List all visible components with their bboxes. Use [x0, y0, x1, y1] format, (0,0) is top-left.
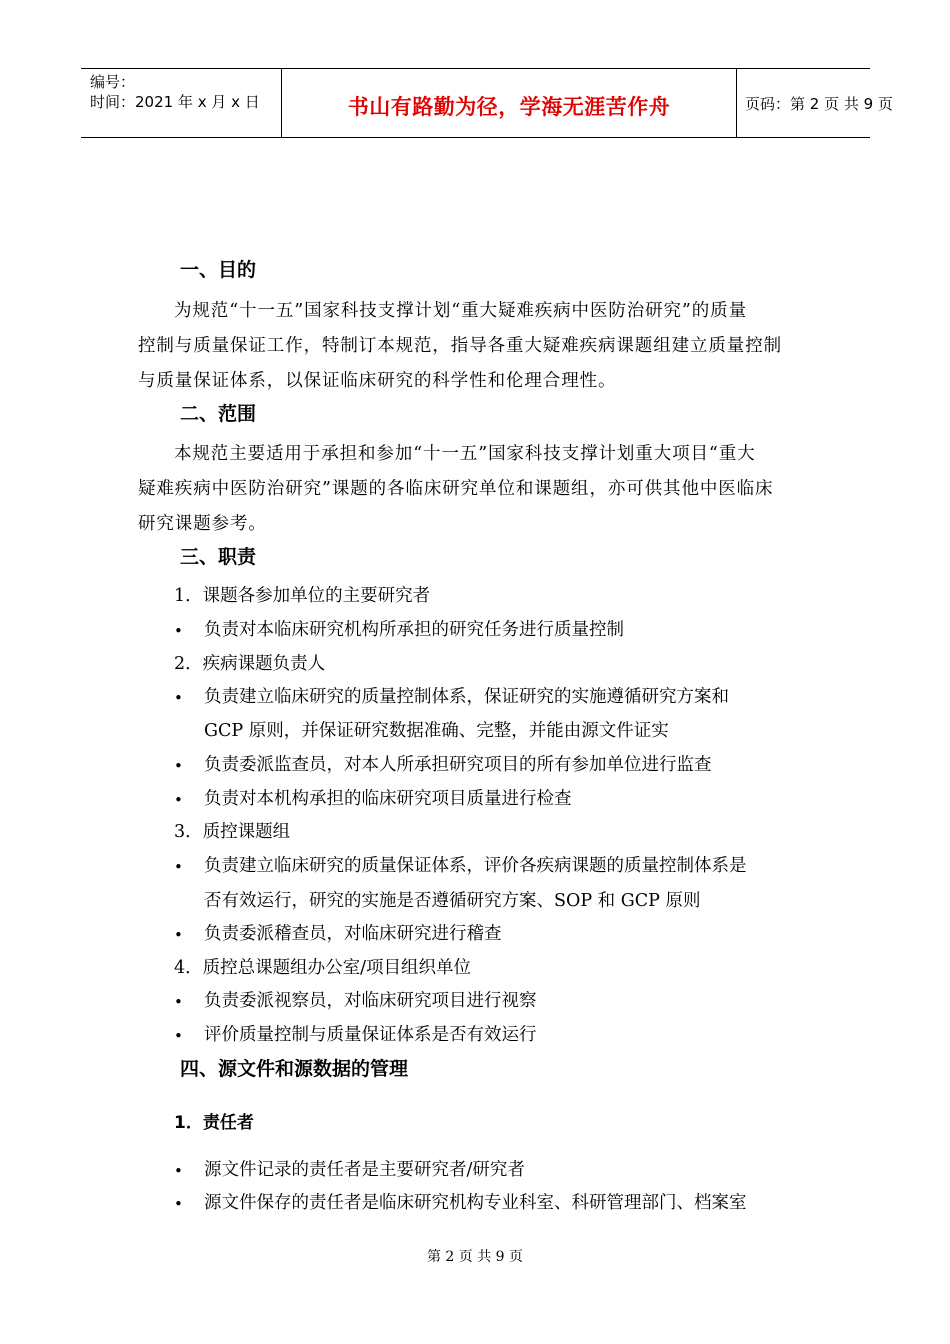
document-number-label: 编号：	[90, 73, 136, 91]
bullet-item: 负责对本机构承担的临床研究项目质量进行检查	[204, 789, 572, 809]
bullet-item: 负责建立临床研究的质量控制体系，保证研究的实施遵循研究方案和	[204, 687, 729, 707]
bullet-icon: •	[174, 926, 183, 944]
bullet-icon: •	[174, 757, 183, 775]
section-title-scope: 二、范围	[180, 403, 257, 425]
bullet-icon: •	[174, 791, 183, 809]
paragraph-line: 本规范主要适用于承担和参加“十一五”国家科技支撑计划重大项目“重大	[174, 444, 756, 464]
bullet-item: 源文件记录的责任者是主要研究者/研究者	[204, 1160, 525, 1180]
document-date-label: 时间：2021 年 x 月 x 日	[90, 93, 260, 111]
bullet-item: 评价质量控制与质量保证体系是否有效运行	[204, 1025, 537, 1045]
header-page-cell	[736, 69, 893, 137]
bullet-icon: •	[174, 858, 183, 876]
page-footer: 第 2 页 共 9 页	[426, 1249, 524, 1265]
numbered-item: 3．质控课题组	[174, 822, 291, 842]
numbered-item: 2．疾病课题负责人	[174, 654, 326, 674]
bullet-item-continued: 否有效运行，研究的实施是否遵循研究方案、SOP 和 GCP 原则	[204, 891, 701, 911]
bullet-icon: •	[174, 1195, 183, 1213]
paragraph-line: 控制与质量保证工作，特制订本规范，指导各重大疑难疾病课题组建立质量控制	[138, 336, 782, 356]
header-motto: 书山有路勤为径，学海无涯苦作舟	[347, 95, 671, 119]
bullet-icon: •	[174, 622, 183, 640]
bullet-icon: •	[174, 689, 183, 707]
bullet-icon: •	[174, 1027, 183, 1045]
bullet-item: 负责委派稽查员，对临床研究进行稽查	[204, 924, 502, 944]
bullet-item: 源文件保存的责任者是临床研究机构专业科室、科研管理部门、档案室	[204, 1193, 747, 1213]
paragraph-line: 为规范“十一五”国家科技支撑计划“重大疑难疾病中医防治研究”的质量	[174, 301, 747, 321]
header-info-cell	[81, 69, 281, 137]
section-title-purpose: 一、目的	[180, 259, 257, 281]
header-motto-cell	[281, 69, 737, 137]
page-header-table	[81, 68, 893, 138]
numbered-item: 4．质控总课题组办公室/项目组织单位	[174, 958, 472, 978]
bullet-item-continued: GCP 原则，并保证研究数据准确、完整，并能由源文件证实	[204, 721, 669, 741]
numbered-item: 1．课题各参加单位的主要研究者	[174, 586, 431, 606]
paragraph-line: 疑难疾病中医防治研究”课题的各临床研究单位和课题组，亦可供其他中医临床	[138, 479, 774, 499]
bullet-icon: •	[174, 993, 183, 1011]
bullet-item: 负责建立临床研究的质量保证体系，评价各疾病课题的质量控制体系是	[204, 856, 747, 876]
subsection-title: 1．责任者	[174, 1113, 254, 1133]
bullet-icon: •	[174, 1162, 183, 1180]
section-title-responsibilities: 三、职责	[180, 546, 257, 568]
section-title-source-documents: 四、源文件和源数据的管理	[180, 1058, 409, 1080]
paragraph-line: 与质量保证体系，以保证临床研究的科学性和伦理合理性。	[138, 371, 617, 391]
bullet-item: 负责委派监查员，对本人所承担研究项目的所有参加单位进行监查	[204, 755, 712, 775]
bullet-item: 负责委派视察员，对临床研究项目进行视察	[204, 991, 537, 1011]
header-page-number: 页码：第 2 页 共 9 页	[745, 95, 893, 113]
paragraph-line: 研究课题参考。	[138, 514, 267, 534]
bullet-item: 负责对本临床研究机构所承担的研究任务进行质量控制	[204, 620, 624, 640]
